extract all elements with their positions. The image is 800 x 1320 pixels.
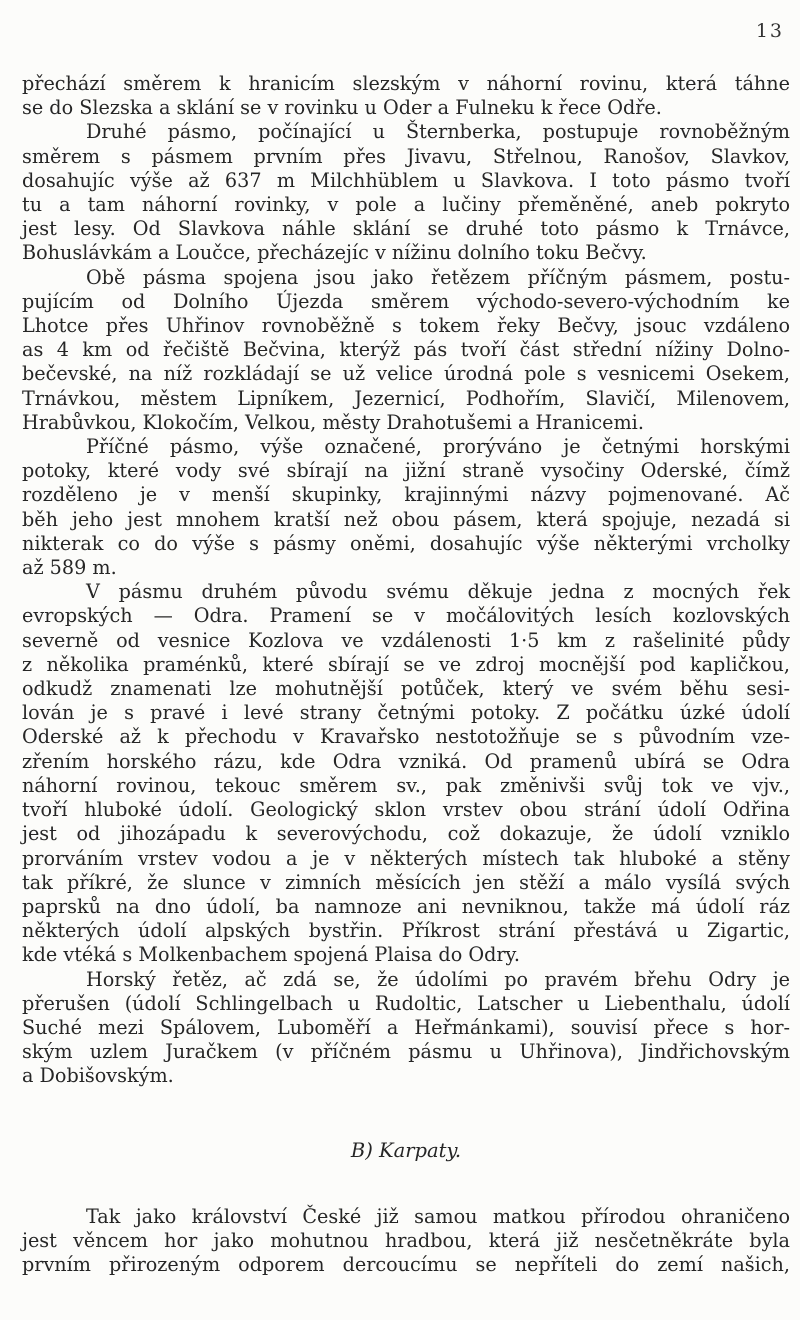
text-line: Horský řetěz, ač zdá se, že údolími po pravém břehu Odry je bbox=[86, 967, 790, 991]
text-line: běh jeho jest mnohem kratší než obou pásem, která spojuje, nezadá si bbox=[22, 507, 790, 531]
text-line: se do Slezska a sklání se v rovinku u Oder a Fulneku k řece Odře. bbox=[22, 96, 662, 120]
text-line: Suché mezi Spálovem, Luboměří a Heřmánkami), souvisí přece s hor- bbox=[22, 1015, 790, 1039]
text-line: pujícím od Dolního Újezda směrem východo-severo-východním ke bbox=[22, 289, 790, 313]
text-line: zřením horského rázu, kde Odra vzniká. Od pramenů ubírá se Odra bbox=[22, 749, 790, 773]
text-line: jest lesy. Od Slavkova náhle sklání se druhé toto pásmo k Trnávce, bbox=[22, 217, 790, 241]
text-line: Obě pásma spojena jsou jako řetězem příčným pásmem, postu- bbox=[86, 265, 790, 289]
text-line: přechází směrem k hranicím slezským v náhorní rovinu, která táhne bbox=[22, 72, 790, 95]
text-line: severně od vesnice Kozlova ve vzdálenosti 1·5 km z rašelinité půdy bbox=[22, 628, 790, 652]
text-line: prorváním vrstev vodou a je v některých místech tak hluboké a stěny bbox=[22, 846, 790, 870]
text-line: prvním přirozeným odporem dercoucímu se nepříteli do zemí našich, bbox=[22, 1253, 790, 1277]
paragraph-2 bbox=[22, 120, 790, 265]
page-number: 13 bbox=[755, 20, 784, 42]
text-line: bečevské, na níž rozkládají se už velice úrodná pole s vesnicemi Osekem, bbox=[22, 362, 790, 386]
text-line: as 4 km od řečiště Bečvina, kterýž pás tvoří část střední nížiny Dolno- bbox=[22, 338, 790, 362]
text-line: paprsků na dno údolí, ba namnoze ani nevniknou, takže má údolí ráz bbox=[22, 894, 790, 918]
text-line: V pásmu druhém původu svému děkuje jedna z mocných řek bbox=[86, 580, 790, 604]
text-line: evropských — Odra. Pramení se v močálovitých lesích kozlovských bbox=[22, 604, 790, 628]
text-line: Lhotce přes Uhřinov rovnoběžně s tokem řeky Bečvy, jsouc vzdáleno bbox=[22, 314, 790, 338]
text-line: odkudž znamenati lze mohutnější potůček, který ve svém běhu sesi- bbox=[22, 677, 790, 701]
text-line: dosahujíc výše až 637 m Milchhüblem u Slavkova. I toto pásmo tvoří bbox=[22, 168, 790, 192]
text-line: rozděleno je v menší skupinky, krajinnými názvy pojmenované. Ač bbox=[22, 483, 790, 507]
paragraph-3 bbox=[22, 266, 790, 435]
text-line: lován je s pravé i levé strany četnými potoky. Z počátku úzké údolí bbox=[22, 701, 790, 725]
text-line: Tak jako království České již samou matkou přírodou ohraničeno bbox=[86, 1204, 790, 1228]
text-line: Bohuslávkám a Loučce, přecházejíc v nížinu dolního toku Bečvy. bbox=[22, 241, 647, 265]
text-line: náhorní rovinou, tekouc směrem sv., pak změnivši svůj tok ve vjv., bbox=[22, 773, 790, 797]
text-line: přerušen (údolí Schlingelbach u Rudoltic, Latscher u Liebenthalu, údolí bbox=[22, 991, 790, 1015]
body-text bbox=[22, 72, 790, 1277]
section-heading: B) Karpaty. bbox=[350, 1138, 462, 1162]
text-line: až 589 m. bbox=[22, 556, 117, 580]
text-line: Příčné pásmo, výše označené, prorýváno je četnými horskými bbox=[86, 435, 790, 459]
text-line: potoky, které vody své sbírají na jižní straně vysočiny Oderské, čímž bbox=[22, 459, 790, 483]
paragraph-1 bbox=[22, 72, 790, 120]
text-line: některých údolí alpských bystřin. Příkrost strání přestává u Zigartic, bbox=[22, 919, 790, 943]
text-line: Trnávkou, městem Lipníkem, Jezernicí, Podhořím, Slavičí, Milenovem, bbox=[22, 386, 790, 410]
text-line: tak příkré, že slunce v zimních měsících jen stěží a málo vysílá svých bbox=[22, 870, 790, 894]
text-line: tvoří hluboké údolí. Geologický sklon vrstev obou strání údolí Odřina bbox=[22, 798, 790, 822]
text-line: a Dobišovským. bbox=[22, 1064, 174, 1088]
text-line: jest věncem hor jako mohutnou hradbou, která již nesčetněkráte byla bbox=[22, 1228, 790, 1252]
text-line: tu a tam náhorní rovinky, v pole a lučiny přeměněné, aneb pokryto bbox=[22, 193, 790, 217]
text-line: směrem s pásmem prvním přes Jivavu, Střelnou, Ranošov, Slavkov, bbox=[22, 144, 790, 168]
paragraph-4 bbox=[22, 435, 790, 580]
paragraph-6 bbox=[22, 968, 790, 1089]
text-line: Oderské až k přechodu v Kravařsko nestotožňuje se s původním vze- bbox=[22, 725, 790, 749]
text-line: jest od jihozápadu k severovýchodu, což dokazuje, že údolí vzniklo bbox=[22, 822, 790, 846]
closing-paragraph bbox=[22, 1205, 790, 1278]
paragraph-5 bbox=[22, 580, 790, 967]
text-line: kde vtéká s Molkenbachem spojená Plaisa do Odry. bbox=[22, 943, 520, 967]
text-line: nikterak co do výše s pásmy oněmi, dosahujíc výše některými vrcholky bbox=[22, 531, 790, 555]
text-line: Druhé pásmo, počínající u Šternberka, postupuje rovnoběžným bbox=[86, 120, 790, 144]
text-line: ským uzlem Juračkem (v příčném pásmu u Uhřinova), Jindřichovským bbox=[22, 1040, 790, 1064]
text-line: Hrabůvkou, Klokočím, Velkou, městy Drahotušemi a Hranicemi. bbox=[22, 410, 644, 434]
text-line: z několika praménků, které sbírají se ve zdroj mocnější pod kapličkou, bbox=[22, 652, 790, 676]
